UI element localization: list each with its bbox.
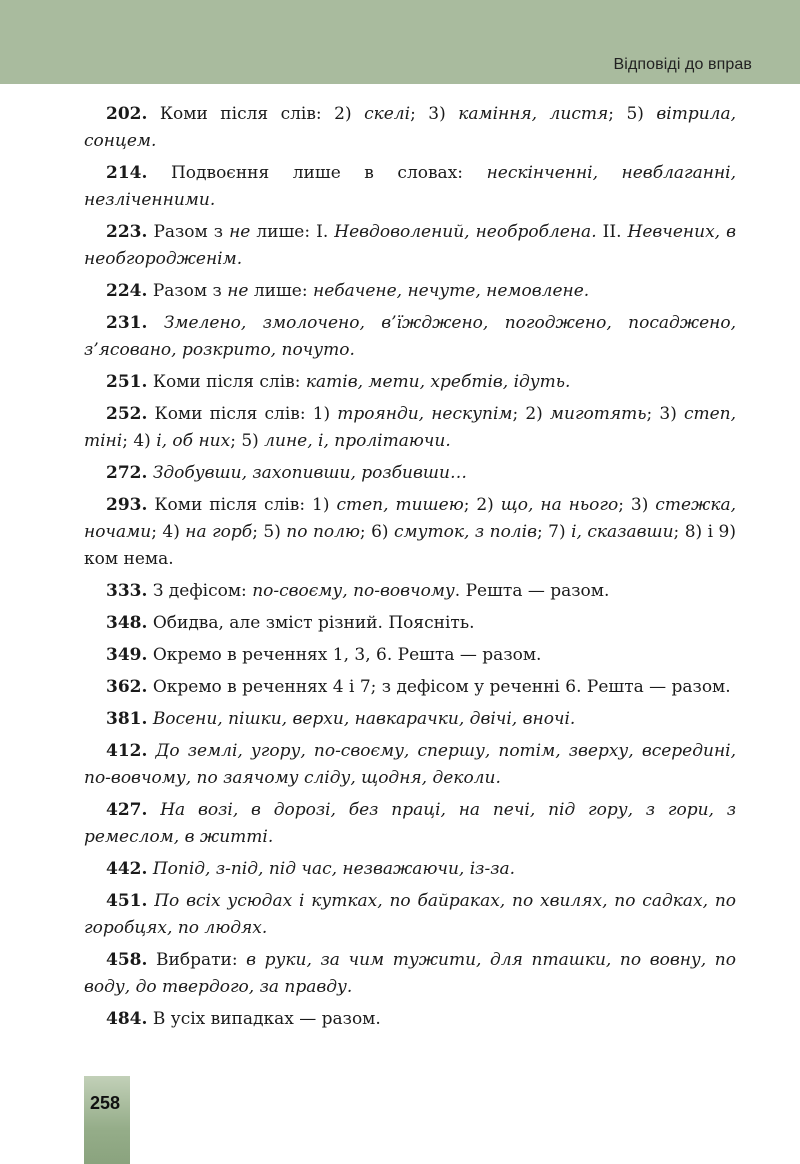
answer-italic-text: скелі bbox=[364, 104, 411, 124]
answer-italic-text: На возі, в дорозі, без праці, на печі, під гору, з гори, з ремеслом, в житті. bbox=[84, 800, 737, 847]
exercise-number: 333. bbox=[106, 581, 148, 601]
exercise-number: 293. bbox=[106, 495, 148, 515]
exercise-number: 427. bbox=[106, 800, 148, 820]
answer-italic-text: і, сказавши bbox=[571, 522, 674, 542]
answer-entry bbox=[84, 1006, 736, 1033]
answer-text: ; 5) bbox=[608, 104, 657, 124]
answer-italic-text: по-своєму, по-вовчому bbox=[252, 581, 455, 601]
answer-entry bbox=[84, 610, 736, 637]
answer-italic-text: По всіх усюдах і кутках, по байраках, по хвилях, по садках, по горобцях, по людях. bbox=[84, 891, 736, 938]
answer-text: Вибрати: bbox=[156, 950, 247, 970]
answer-text: ; 3) bbox=[618, 495, 656, 515]
answer-text: ; 2) bbox=[512, 404, 550, 424]
answer-italic-text: Восени, пішки, верхи, навкарачки, двічі, вночі. bbox=[152, 709, 576, 729]
page-number: 258 bbox=[90, 1093, 121, 1113]
answer-text: ; 7) bbox=[536, 522, 572, 542]
exercise-number: 272. bbox=[106, 463, 148, 483]
answer-text: Коми після слів: 2) bbox=[159, 104, 365, 124]
exercise-number: 349. bbox=[106, 645, 148, 665]
answer-italic-text: не bbox=[227, 281, 249, 301]
answer-text: З дефісом: bbox=[152, 581, 253, 601]
answer-italic-text: лине, і, пролітаючи. bbox=[264, 431, 451, 451]
answer-italic-text: Невдоволений, необроблена. bbox=[334, 222, 597, 242]
answer-entry bbox=[84, 310, 736, 364]
exercise-number: 381. bbox=[106, 709, 148, 729]
answer-entry bbox=[84, 642, 736, 669]
answer-italic-text: каміння, листя bbox=[458, 104, 609, 124]
answer-text: лише: bbox=[248, 281, 313, 301]
answer-italic-text: миготять bbox=[549, 404, 647, 424]
answer-italic-text: по полю bbox=[286, 522, 360, 542]
answer-italic-text: степ, тишею bbox=[336, 495, 464, 515]
answer-text: Обидва, але зміст різний. Поясніть. bbox=[152, 613, 475, 633]
answer-entry bbox=[84, 578, 736, 605]
answer-entry bbox=[84, 278, 736, 305]
answer-text: ; 8) і 9) ком нема. bbox=[84, 522, 737, 569]
answer-entry bbox=[84, 369, 736, 396]
answer-italic-text: і, об них bbox=[156, 431, 231, 451]
answer-italic-text: нескінченні, невблаганні, незліченними. bbox=[84, 163, 737, 210]
answer-text: Разом з bbox=[152, 281, 228, 301]
exercise-number: 231. bbox=[106, 313, 148, 333]
answer-text: В усіх випадках — разом. bbox=[152, 1009, 381, 1029]
answer-text: ІІ. bbox=[596, 222, 628, 242]
answer-entry bbox=[84, 947, 736, 1001]
exercise-number: 251. bbox=[106, 372, 148, 392]
answer-italic-text: Здобувши, захопивши, розбивши… bbox=[152, 463, 467, 483]
answer-italic-text: Невчених, в необгородженім. bbox=[84, 222, 736, 269]
page-number-tab bbox=[84, 1076, 130, 1164]
exercise-number: 484. bbox=[106, 1009, 148, 1029]
answer-entry bbox=[84, 797, 736, 851]
answer-text: Коми після слів: 1) bbox=[154, 495, 337, 515]
exercise-number: 348. bbox=[106, 613, 148, 633]
answer-entry bbox=[84, 401, 736, 455]
answer-italic-text: Змелено, змолочено, в’їжджено, погоджено, посаджено, з’ясовано, розкрито, почуто. bbox=[84, 313, 736, 360]
exercise-number: 412. bbox=[106, 741, 148, 761]
answer-entry bbox=[84, 460, 736, 487]
exercise-number: 252. bbox=[106, 404, 148, 424]
answer-italic-text: До землі, угору, по-своєму, спершу, потім, зверху, всередині, по-вовчому, по заячому сліду, щодня, деколи. bbox=[84, 741, 736, 788]
exercise-number: 362. bbox=[106, 677, 148, 697]
answer-text: лише: І. bbox=[250, 222, 335, 242]
answer-entry bbox=[84, 492, 736, 573]
exercise-number: 442. bbox=[106, 859, 148, 879]
answer-text: ; 5) bbox=[252, 522, 287, 542]
exercise-number: 451. bbox=[106, 891, 148, 911]
answer-italic-text: що, на нього bbox=[500, 495, 619, 515]
answer-italic-text: вітрила, сонцем. bbox=[84, 104, 737, 151]
answer-text: ; 5) bbox=[230, 431, 265, 451]
exercise-number: 458. bbox=[106, 950, 148, 970]
exercise-number: 214. bbox=[106, 163, 148, 183]
answer-italic-text: Попід, з-під, під час, незважаючи, із-за. bbox=[152, 859, 516, 879]
answer-italic-text: троянди, нескупім bbox=[337, 404, 513, 424]
answer-entry bbox=[84, 706, 736, 733]
answer-text: ; 2) bbox=[463, 495, 501, 515]
answer-entry bbox=[84, 888, 736, 942]
exercise-number: 223. bbox=[106, 222, 148, 242]
answer-entry bbox=[84, 101, 736, 155]
answer-entry bbox=[84, 856, 736, 883]
header-title: Відповіді до вправ bbox=[613, 56, 752, 73]
answer-italic-text: смуток, з полів bbox=[394, 522, 537, 542]
exercise-number: 202. bbox=[106, 104, 148, 124]
answer-text: Подвоєння лише в словах: bbox=[170, 163, 487, 183]
answer-italic-text: небачене, нечуте, немовлене. bbox=[313, 281, 590, 301]
answer-italic-text: стежка, ночами bbox=[84, 495, 737, 542]
answer-text: Коми після слів: 1) bbox=[154, 404, 338, 424]
answer-italic-text: на горб bbox=[185, 522, 253, 542]
header-bar bbox=[0, 0, 800, 84]
answer-entry bbox=[84, 160, 736, 214]
answer-entry bbox=[84, 674, 736, 701]
answer-italic-text: в руки, за чим тужити, для пташки, по вовну, по воду, до твердого, за правду. bbox=[84, 950, 736, 997]
answers-list bbox=[84, 101, 736, 1038]
answer-entry bbox=[84, 738, 736, 792]
answer-text: . Решта — разом. bbox=[454, 581, 610, 601]
answer-text: ; 3) bbox=[410, 104, 459, 124]
answer-italic-text: не bbox=[229, 222, 251, 242]
answer-italic-text: катів, мети, хребтів, ідуть. bbox=[305, 372, 571, 392]
answer-text: ; 6) bbox=[359, 522, 395, 542]
answer-italic-text: степ, тіні bbox=[84, 404, 737, 451]
answer-text: Окремо в реченнях 4 і 7; з дефісом у реченні 6. Решта — разом. bbox=[152, 677, 731, 697]
answer-text: Коми після слів: bbox=[152, 372, 306, 392]
answer-text: ; 3) bbox=[646, 404, 684, 424]
answer-text: ; 4) bbox=[151, 522, 186, 542]
answer-text: ; 4) bbox=[122, 431, 157, 451]
exercise-number: 224. bbox=[106, 281, 148, 301]
answer-text: Разом з bbox=[153, 222, 230, 242]
answer-entry bbox=[84, 219, 736, 273]
answer-text: Окремо в реченнях 1, 3, 6. Решта — разом. bbox=[152, 645, 542, 665]
